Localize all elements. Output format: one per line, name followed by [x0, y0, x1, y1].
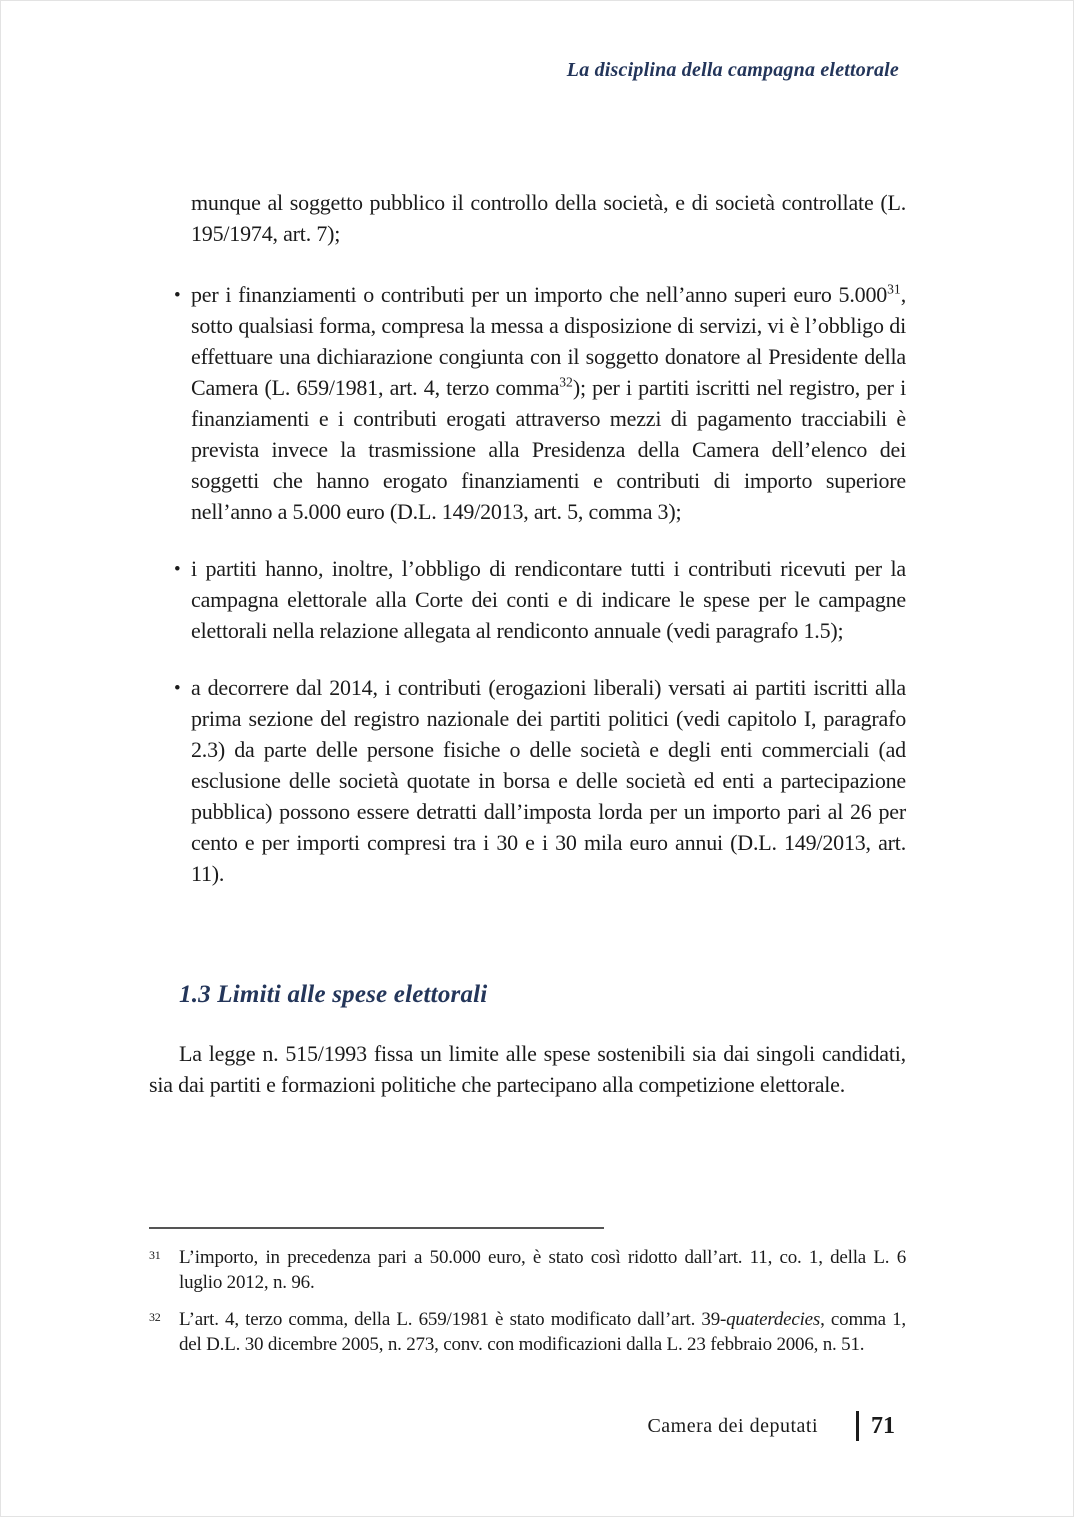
page-number: 71 [871, 1412, 895, 1439]
bullet-item-tax-deduction [149, 672, 906, 889]
bullet-text-part: , sotto qualsiasi forma, compresa la messa a disposizione di servizi, vi è l’obbligo di effettuare una dichiarazione congiunta con il soggetto donatore al Presidente della Camera (L. 659/1981, art. 4, terzo comma [191, 282, 906, 400]
bullet-text: i partiti hanno, inoltre, l’obbligo di rendicontare tutti i contributi ricevuti per la campagna elettorale alla Corte dei conti e di indicare le spese per le campagne elettorali nella relazione allegata al rendiconto annuale (vedi paragrafo 1.5); [191, 556, 906, 643]
footnote-ref-31: 31 [887, 281, 901, 297]
bullet-text-part: ); per i partiti iscritti nel registro, per i finanziamenti e i contributi erogati attraverso mezzi di pagamento tracciabili è prevista invece la trasmissione alla Presidenza della Camera dell’elenco dei soggetti che hanno erogato finanziamenti e contributi di importo superiore nell’anno a 5.000 euro (D.L. 149/2013, art. 5, comma 3); [191, 375, 906, 524]
footnote-31 [149, 1245, 906, 1295]
footer-publisher: Camera dei deputati [647, 1414, 818, 1437]
footnote-ref-32: 32 [559, 374, 573, 390]
footnote-separator-rule [149, 1227, 604, 1229]
main-text-column [149, 187, 906, 1100]
footnote-marker-31: 31 [149, 1248, 161, 1262]
bullet-text-part: per i finanziamenti o contributi per un importo che nell’anno superi euro 5.000 [191, 282, 888, 307]
footnote-32 [149, 1307, 906, 1357]
bullet-item-financing-declaration [149, 279, 906, 527]
bullet-icon: • [174, 559, 181, 580]
footnote-text: L’importo, in precedenza pari a 50.000 euro, è stato così ridotto dall’art. 11, co. 1, della L. 6 luglio 2012, n. 96. [179, 1247, 906, 1293]
footnotes-block [149, 1227, 906, 1369]
footnote-text-part: L’art. 4, terzo comma, della L. 659/1981 è stato modificato dall’art. 39- [179, 1309, 727, 1330]
footnote-text-part: , comma 1, del D.L. 30 dicembre 2005, n. 273, conv. con modificazioni dalla L. 23 febbraio 2006, n. 51. [179, 1309, 906, 1355]
paragraph-continuation: munque al soggetto pubblico il controllo della società, e di società controllate (L. 195/1974, art. 7); [191, 190, 906, 246]
bullet-item-reporting-obligation [149, 553, 906, 646]
bullet-icon: • [174, 285, 181, 306]
page-footer [647, 1411, 895, 1441]
section-paragraph: La legge n. 515/1993 fissa un limite alle spese sostenibili sia dai singoli candidati, sia dai partiti e formazioni politiche che partecipano alla competizione elettorale. [149, 1041, 906, 1097]
running-header: La disciplina della campagna elettorale [566, 59, 899, 81]
bullet-text: a decorrere dal 2014, i contributi (erogazioni liberali) versati ai partiti iscritti alla prima sezione del registro nazionale dei partiti politici (vedi capitolo I, paragrafo 2.3) da parte delle persone fisiche o delle società e degli enti commerciali (ad esclusione delle società quotate in borsa e delle società ed enti a partecipazione pubblica) possono essere detratti dall’imposta lorda per un importo pari al 26 per cento e per importi compresi tra i 30 e i 30 mila euro annui (D.L. 149/2013, art. 11). [191, 675, 906, 886]
section-heading-1-3: 1.3 Limiti alle spese elettorali [179, 981, 488, 1008]
footnote-text-italic: quaterdecies [726, 1309, 821, 1330]
footnote-marker-32: 32 [149, 1310, 161, 1324]
footer-divider-bar [856, 1411, 859, 1441]
bullet-icon: • [174, 678, 181, 699]
